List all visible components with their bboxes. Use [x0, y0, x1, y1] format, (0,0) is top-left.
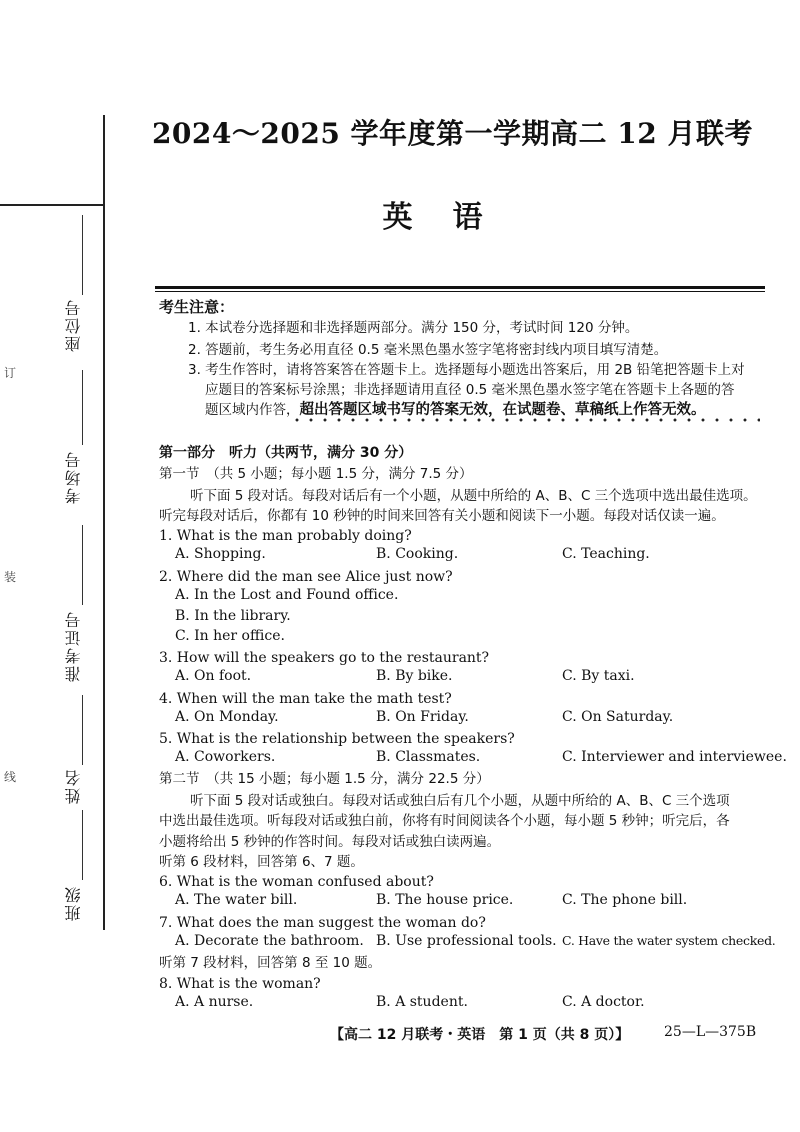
q2-option-c[interactable]: C. In her office.	[175, 628, 285, 644]
q5-stem: 5. What is the relationship between the speakers?	[159, 731, 515, 747]
q4-option-a[interactable]: A. On Monday.	[175, 709, 279, 725]
q4-option-b[interactable]: B. On Friday.	[376, 709, 469, 725]
section2-instr-2: 中选出最佳选项。听每段对话或独白前，你将有时间阅读各个小题，每小题 5 秒钟；听完后，各	[159, 813, 730, 829]
exam-title: 2024～2025 学年度第一学期高二 12 月联考	[151, 117, 754, 150]
q2-option-a[interactable]: A. In the Lost and Found office.	[175, 587, 399, 603]
material-7-note: 听第 7 段材料，回答第 8 至 10 题。	[159, 955, 382, 971]
q8-option-b[interactable]: B. A student.	[376, 994, 468, 1010]
seal-mark-xian: 线	[4, 770, 17, 784]
seal-mark-ding: 订	[4, 366, 17, 380]
q7-option-a[interactable]: A. Decorate the bathroom.	[175, 933, 364, 949]
q8-stem: 8. What is the woman?	[159, 976, 321, 992]
binding-line	[103, 115, 105, 930]
q3-option-a[interactable]: A. On foot.	[175, 668, 252, 684]
q7-option-b[interactable]: B. Use professional tools.	[376, 933, 557, 949]
q3-option-b[interactable]: B. By bike.	[376, 668, 453, 684]
q6-stem: 6. What is the woman confused about?	[159, 874, 434, 890]
notice-item-3-end	[205, 400, 785, 420]
q7-option-c[interactable]: C. Have the water system checked.	[562, 933, 776, 948]
notice-item-3-cont: 应题目的答案标号涂黑；非选择题请用直径 0.5 毫米黑色墨水签字笔在答题卡上各题的答	[205, 382, 735, 398]
q6-option-c[interactable]: C. The phone bill.	[562, 892, 688, 908]
q6-option-b[interactable]: B. The house price.	[376, 892, 514, 908]
q1-option-b[interactable]: B. Cooking.	[376, 546, 459, 562]
page-footer: 【高二 12 月联考・英语 第 1 页（共 8 页）】	[330, 1027, 630, 1043]
subject-title: 英语	[382, 200, 523, 235]
q8-option-c[interactable]: C. A doctor.	[562, 994, 645, 1010]
section1-title: 第一节 （共 5 小题；每小题 1.5 分，满分 7.5 分）	[159, 466, 473, 482]
seat-number-label: 座位号	[64, 298, 83, 352]
q3-option-c[interactable]: C. By taxi.	[562, 668, 635, 684]
notice-title: 考生注意：	[159, 298, 235, 316]
q8-option-a[interactable]: A. A nurse.	[175, 994, 254, 1010]
q1-stem: 1. What is the man probably doing?	[159, 528, 412, 544]
section2-instr-1: 听下面 5 段对话或独白。每段对话或独白后有几个小题，从题中所给的 A、B、C 三个选项	[190, 793, 730, 809]
q4-stem: 4. When will the man take the math test?	[159, 691, 452, 707]
q1-option-c[interactable]: C. Teaching.	[562, 546, 650, 562]
seal-mark-zhuang: 装	[4, 570, 17, 584]
q2-stem: 2. Where did the man see Alice just now?	[159, 569, 453, 585]
q1-option-a[interactable]: A. Shopping.	[175, 546, 266, 562]
q5-option-b[interactable]: B. Classmates.	[376, 749, 481, 765]
seat-number-blank[interactable]	[82, 215, 83, 295]
q7-stem: 7. What does the man suggest the woman do?	[159, 915, 486, 931]
binding-top-line	[0, 204, 104, 206]
exam-room-label: 考场号	[64, 450, 83, 504]
name-label: 姓名	[64, 768, 83, 804]
header-rule-thin	[155, 291, 765, 292]
admission-number-label: 准考证号	[64, 610, 83, 682]
material-6-note: 听第 6 段材料，回答第 6、7 题。	[159, 854, 364, 870]
q5-option-a[interactable]: A. Coworkers.	[175, 749, 276, 765]
exam-room-blank[interactable]	[82, 370, 83, 445]
notice-item-3-tail: 题区域内作答，	[205, 402, 300, 418]
notice-emphasis: 超出答题区域书写的答案无效，在试题卷、草稿纸上作答无效。	[299, 402, 706, 418]
section1-instr-1: 听下面 5 段对话。每段对话后有一个小题，从题中所给的 A、B、C 三个选项中选出最佳选项。	[190, 488, 757, 504]
q6-option-a[interactable]: A. The water bill.	[175, 892, 298, 908]
notice-item-3: 3. 考生作答时，请将答案答在答题卡上。选择题每小题选出答案后，用 2B 铅笔把答题卡上对	[188, 362, 745, 378]
class-blank[interactable]	[82, 810, 83, 880]
q5-option-c[interactable]: C. Interviewer and interviewee.	[562, 749, 787, 765]
header-rule-thick	[155, 286, 765, 289]
section1-instr-2: 听完每段对话后，你都有 10 秒钟的时间来回答有关小题和阅读下一小题。每段对话仅读一遍。	[159, 508, 725, 524]
paper-code: 25—L—375B	[664, 1024, 757, 1040]
notice-item-1: 1. 本试卷分选择题和非选择题两部分。满分 150 分，考试时间 120 分钟。	[188, 320, 639, 336]
q2-option-b[interactable]: B. In the library.	[175, 608, 291, 624]
notice-item-2: 2. 答题前，考生务必用直径 0.5 毫米黑色墨水签字笔将密封线内项目填写清楚。	[188, 342, 668, 358]
class-label: 班级	[64, 885, 83, 921]
q3-stem: 3. How will the speakers go to the restaurant?	[159, 650, 490, 666]
name-blank[interactable]	[82, 695, 83, 765]
q4-option-c[interactable]: C. On Saturday.	[562, 709, 674, 725]
admission-number-blank[interactable]	[82, 525, 83, 605]
section2-instr-3: 小题将给出 5 秒钟的作答时间。每段对话或独白读两遍。	[159, 834, 501, 850]
section2-title: 第二节 （共 15 小题；每小题 1.5 分，满分 22.5 分）	[159, 771, 490, 787]
emphasis-dots	[290, 418, 760, 422]
part1-title: 第一部分 听力（共两节，满分 30 分）	[159, 445, 413, 461]
